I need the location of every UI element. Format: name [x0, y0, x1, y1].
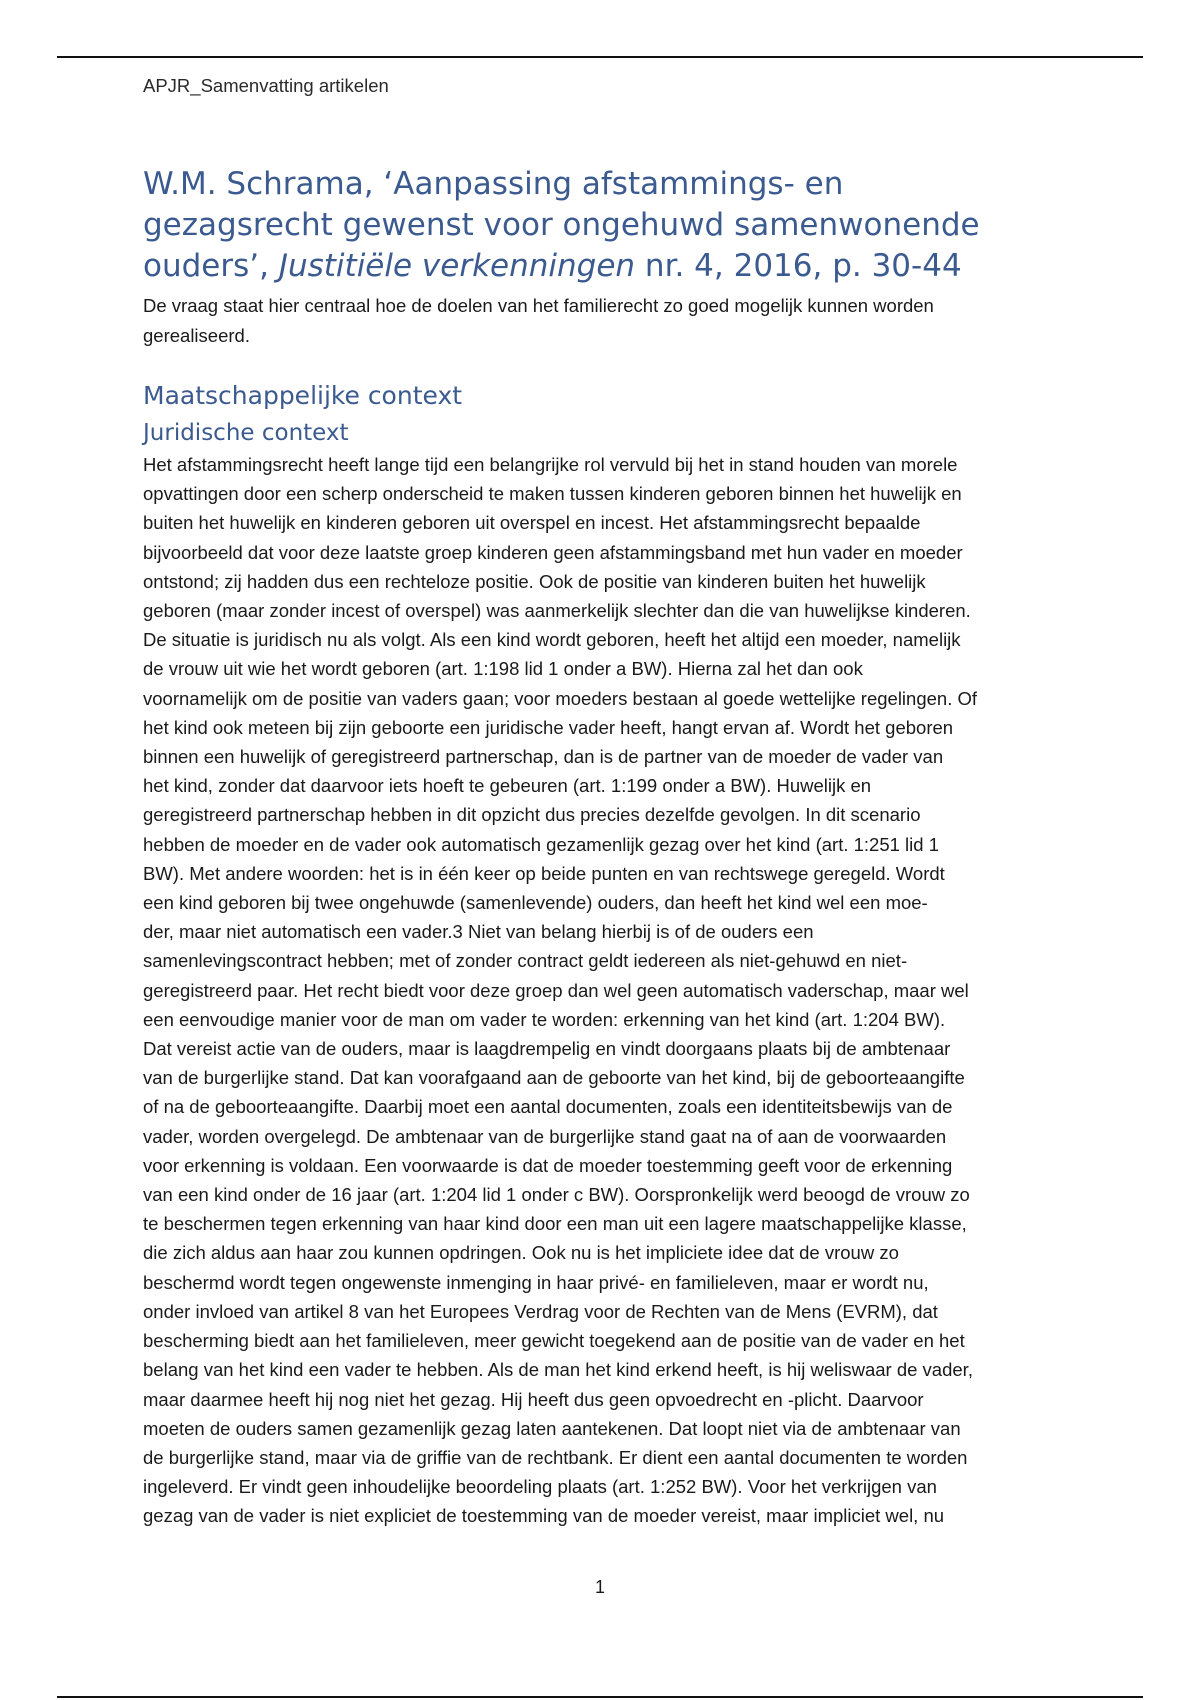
body-line: der, maar niet automatisch een vader.3 Niet van belang hierbij is of de ouders een — [143, 921, 814, 943]
lead-paragraph — [143, 291, 1058, 350]
body-line: maar daarmee heeft hij nog niet het gezag. Hij heeft dus geen opvoedrecht en -plicht. Daarvoor — [143, 1388, 924, 1410]
body-line: de vrouw uit wie het wordt geboren (art. 1:198 lid 1 onder a BW). Hierna zal het dan ook — [143, 658, 863, 680]
body-line: bescherming biedt aan het familieleven, meer gewicht toegekend aan de positie van de vader en het — [143, 1330, 965, 1352]
page-number: 1 — [594, 1577, 605, 1597]
body-line: Dat vereist actie van de ouders, maar is laagdrempelig en vindt doorgaans plaats bij de ambtenaar — [143, 1038, 951, 1060]
running-header: APJR_Samenvatting artikelen — [143, 75, 389, 96]
body-line: samenlevingscontract hebben; met of zonder contract geldt iedereen als niet-gehuwd en niet- — [143, 950, 908, 972]
header-rule — [57, 56, 1143, 58]
body-line: buiten het huwelijk en kinderen geboren uit overspel en incest. Het afstammingsrecht bepaalde — [143, 512, 921, 534]
title-line-1: W.M. Schrama, ‘Aanpassing afstammings- en — [143, 166, 844, 202]
body-line: De situatie is juridisch nu als volgt. Als een kind wordt geboren, heeft het altijd een moeder, namelijk — [143, 629, 961, 651]
body-line: moeten de ouders samen gezamenlijk gezag laten aantekenen. Dat loopt niet via de ambtenaar van — [143, 1417, 961, 1439]
body-line: geregistreerd paar. Het recht biedt voor deze groep dan wel geen automatisch vaderschap, maar wel — [143, 979, 969, 1001]
body-line: onder invloed van artikel 8 van het Europees Verdrag voor de Rechten van de Mens (EVRM), dat — [143, 1300, 938, 1322]
body-paragraph — [143, 450, 1058, 1531]
title-line-3-suffix: nr. 4, 2016, p. 30-44 — [635, 248, 962, 284]
body-line: een kind geboren bij twee ongehuwde (samenlevende) ouders, dan heeft het kind wel een moe- — [143, 892, 928, 914]
body-line: gezag van de vader is niet expliciet de toestemming van de moeder vereist, maar impliciet wel, nu — [143, 1505, 945, 1527]
body-line: vader, worden overgelegd. De ambtenaar van de burgerlijke stand gaat na of aan de voorwaarden — [143, 1125, 947, 1147]
body-line: voornamelijk om de positie van vaders gaan; voor moeders bestaan al goede wettelijke regelingen. Of — [143, 687, 978, 709]
body-line: het kind, zonder dat daarvoor iets hoeft te gebeuren (art. 1:199 onder a BW). Huwelijk en — [143, 775, 872, 797]
body-line: die zich aldus aan haar zou kunnen opdringen. Ook nu is het impliciete idee dat de vrouw zo — [143, 1242, 899, 1264]
body-line: belang van het kind een vader te hebben. Als de man het kind erkend heeft, is hij weliswaar de vader, — [143, 1359, 973, 1381]
body-line: BW). Met andere woorden: het is in één keer op beide punten en van rechtswege geregeld. Wordt — [143, 862, 945, 884]
body-line: of na de geboorteaangifte. Daarbij moet een aantal documenten, zoals een identiteitsbewijs van de — [143, 1096, 953, 1118]
page-content — [143, 164, 1058, 1531]
body-line: een eenvoudige manier voor de man om vader te worden: erkenning van het kind (art. 1:204 BW). — [143, 1008, 946, 1030]
title-line-2: gezagsrecht gewenst voor ongehuwd samenwonende — [143, 207, 980, 243]
lead-line: gerealiseerd. — [143, 324, 250, 346]
body-line: geregistreerd partnerschap hebben in dit opzicht dus precies dezelfde gevolgen. In dit scenario — [143, 804, 921, 826]
body-line: geboren (maar zonder incest of overspel) was aanmerkelijk slechter dan die van huwelijkse kinderen. — [143, 600, 971, 622]
title-line-3-prefix: ouders’, — [143, 248, 279, 284]
body-line: beschermd wordt tegen ongewenste inmenging in haar privé- en familieleven, maar er wordt nu, — [143, 1271, 929, 1293]
body-line: voor erkenning is voldaan. Een voorwaarde is dat de moeder toestemming geeft voor de erkenning — [143, 1154, 953, 1176]
heading-maatschappelijke-context: Maatschappelijke context — [143, 381, 463, 410]
journal-name: Justitiële verkenningen — [278, 248, 636, 284]
body-line: de burgerlijke stand, maar via de griffie van de rechtbank. Er dient een aantal documenten te worden — [143, 1446, 968, 1468]
heading-juridische-context: Juridische context — [143, 420, 349, 446]
body-line: hebben de moeder en de vader ook automatisch gezamenlijk gezag over het kind (art. 1:251 lid 1 — [143, 833, 939, 855]
body-line: opvattingen door een scherp onderscheid te maken tussen kinderen geboren binnen het huwelijk en — [143, 483, 962, 505]
body-line: te beschermen tegen erkenning van haar kind door een man uit een lagere maatschappelijke klasse, — [143, 1213, 967, 1235]
body-line: van een kind onder de 16 jaar (art. 1:204 lid 1 onder c BW). Oorspronkelijk werd beoogd de vrouw zo — [143, 1184, 970, 1206]
body-line: binnen een huwelijk of geregistreerd partnerschap, dan is de partner van de moeder de vader van — [143, 746, 944, 768]
body-line: bijvoorbeeld dat voor deze laatste groep kinderen geen afstammingsband met hun vader en moeder — [143, 541, 963, 563]
body-line: ingeleverd. Er vindt geen inhoudelijke beoordeling plaats (art. 1:252 BW). Voor het verkrijgen van — [143, 1476, 937, 1498]
body-line: het kind ook meteen bij zijn geboorte een juridische vader heeft, hangt ervan af. Wordt het geboren — [143, 716, 954, 738]
body-line: ontstond; zij hadden dus een rechteloze positie. Ook de positie van kinderen buiten het huwelijk — [143, 570, 926, 592]
body-line: Het afstammingsrecht heeft lange tijd een belangrijke rol vervuld bij het in stand houden van morele — [143, 454, 958, 475]
body-line: van de burgerlijke stand. Dat kan voorafgaand aan de geboorte van het kind, bij de geboorteaangifte — [143, 1067, 965, 1089]
footer-rule — [57, 1696, 1143, 1698]
lead-line: De vraag staat hier centraal hoe de doelen van het familierecht zo goed mogelijk kunnen worden — [143, 295, 934, 316]
article-title — [143, 164, 1058, 287]
